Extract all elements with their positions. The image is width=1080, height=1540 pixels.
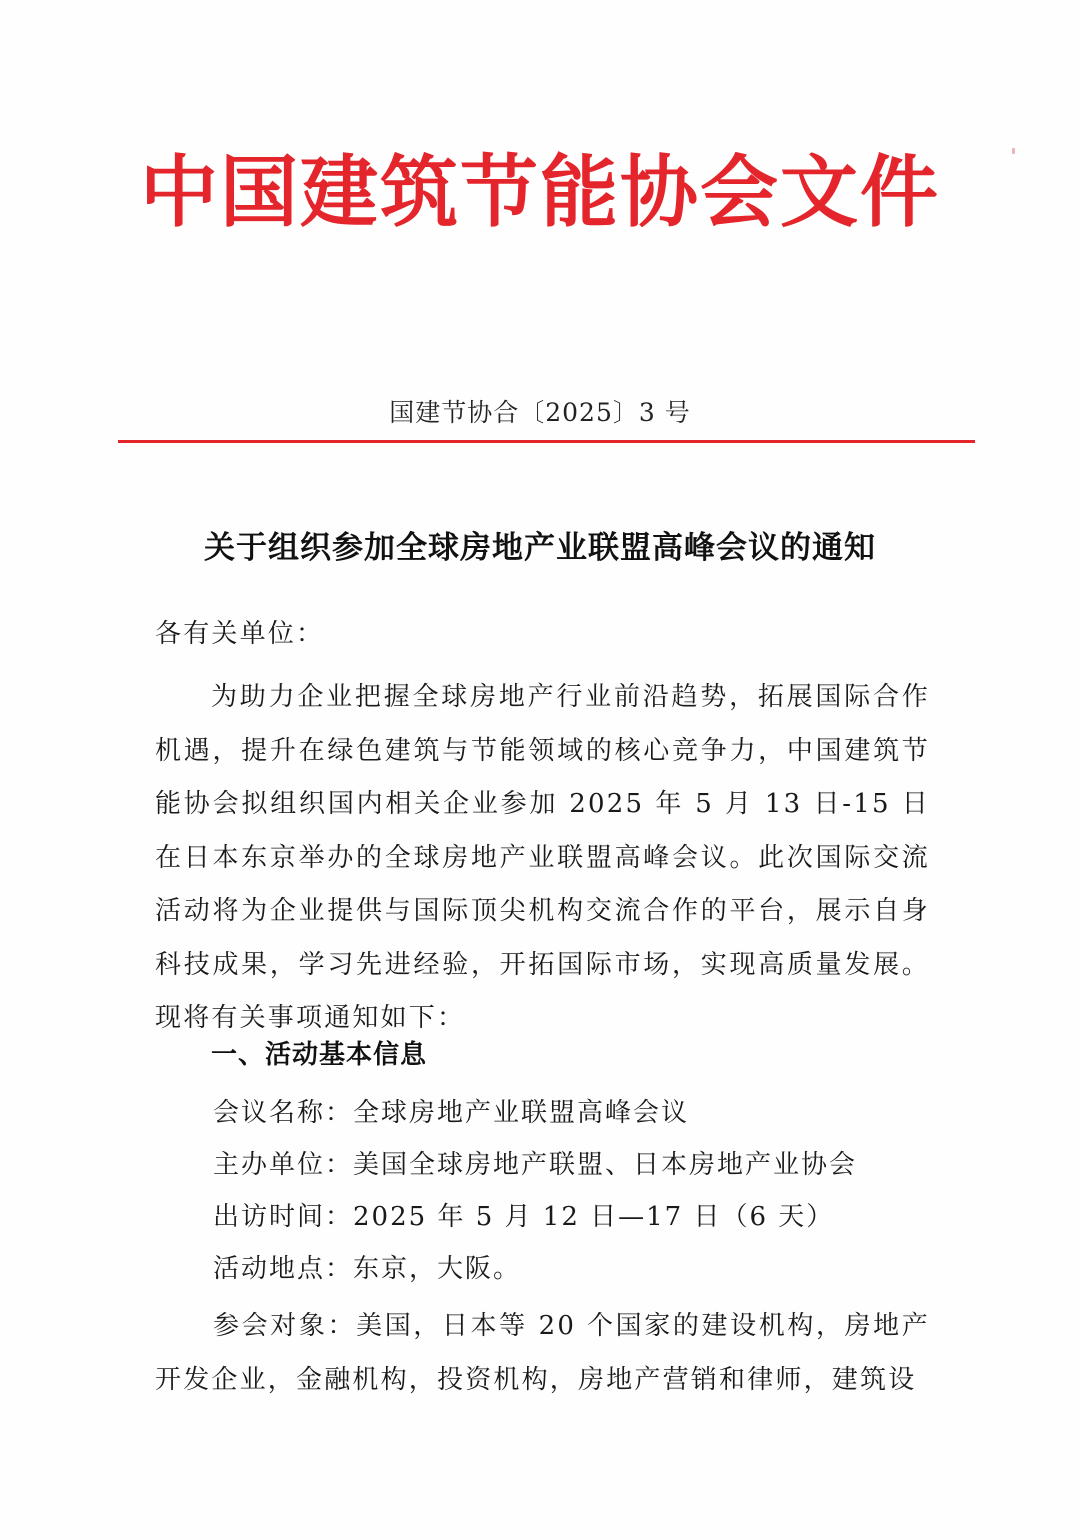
- location-line: [213, 1248, 521, 1285]
- organizer-value: 美国全球房地产联盟、日本房地产业协会: [353, 1150, 858, 1180]
- visit-time-line: [213, 1196, 834, 1233]
- org-header-title: 中国建筑节能协会文件: [139, 148, 940, 238]
- document-number: 国建节协合〔2025〕3 号: [389, 398, 691, 427]
- intro-paragraph: 为助力企业把握全球房地产行业前沿趋势，拓展国际合作机遇，提升在绿色建筑与节能领域的核心竞争力，中国建筑节能协会拟组织国内相关企业参加 2025 年 5 月 13 日-15 日在日本东京举办的全球房地产业联盟高峰会议。此次国际交流活动将为企业提供与国际顶尖机构交流合作的平台，展示自身科技成果，学习先进经验，开拓国际市场，实现高质量发展。现将有关事项通知如下：: [155, 682, 930, 1033]
- participants-paragraph: [155, 1300, 930, 1407]
- section-heading-basic-info: 一、活动基本信息: [211, 1040, 428, 1070]
- meeting-name-line: [213, 1092, 689, 1129]
- meeting-name-value: 全球房地产业联盟高峰会议: [353, 1098, 690, 1128]
- red-divider-line: [118, 440, 975, 443]
- participants-label: 参会对象：: [213, 1311, 357, 1341]
- participants-value: 美国，日本等 20 个国家的建设机构，房地产开发企业，金融机构，投资机构，房地产营销和律师，建筑设: [155, 1311, 930, 1395]
- organizer-label: 主办单位：: [213, 1150, 354, 1180]
- visit-time-label: 出访时间：: [213, 1202, 354, 1232]
- visit-time-value: 2025 年 5 月 12 日—17 日（6 天）: [353, 1202, 835, 1232]
- location-label: 活动地点：: [213, 1254, 354, 1284]
- location-value: 东京，大阪。: [353, 1254, 522, 1284]
- notice-title: 关于组织参加全球房地产业联盟高峰会议的通知: [204, 530, 876, 566]
- meeting-name-label: 会议名称：: [213, 1098, 354, 1128]
- organizer-line: [213, 1144, 857, 1181]
- scan-speck: [1012, 148, 1015, 154]
- salutation: 各有关单位：: [155, 619, 325, 649]
